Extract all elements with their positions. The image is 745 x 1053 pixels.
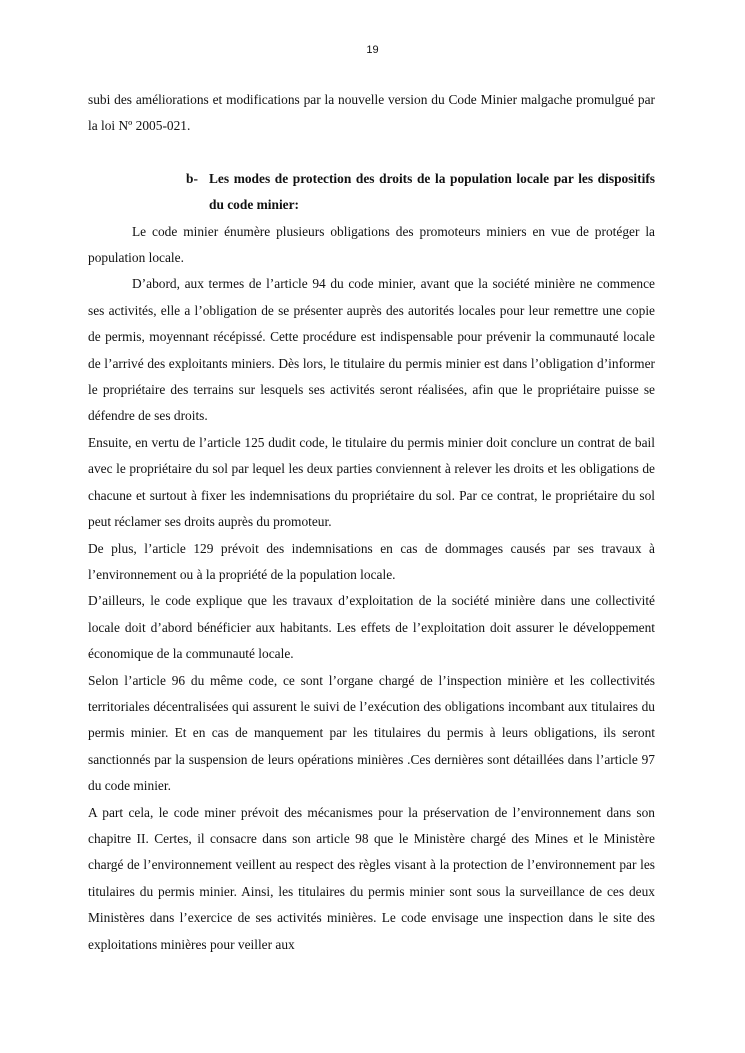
paragraph-local-benefit: D’ailleurs, le code explique que les travaux d’exploitation de la société minière dans une collectivité locale doit d’abord bénéficier aux habitants. Les effets de l’exploitation doit assurer le développement économique de la communauté locale. bbox=[88, 593, 655, 662]
paragraph-environment: A part cela, le code miner prévoit des mécanismes pour la préservation de l’environnement dans son chapitre II. Certes, il consacre dans son article 98 que le Ministère chargé des Mines et le Ministère chargé de l’environnement veillent au respect des règles visant à la protection de l’environnement par les titulaires du permis minier. Ainsi, les titulaires du permis minier sont sous la surveillance de ces deux Ministères dans l’exercice de ses activités minières. Le code envisage une inspection dans le site des exploitations minières pour veiller aux bbox=[88, 804, 655, 952]
paragraph-intro: Le code minier énumère plusieurs obligations des promoteurs miniers en vue de protéger la population locale. bbox=[88, 223, 655, 266]
paragraph-article-125: Ensuite, en vertu de l’article 125 dudit code, le titulaire du permis minier doit conclure un contrat de bail avec le propriétaire du sol par lequel les deux parties conviennent à relever les droits et les obligations de chacune et surtout à fixer les indemnisations du propriétaire du sol. Par ce contrat, le propriétaire du sol peut réclamer ses droits auprès du promoteur. bbox=[88, 434, 655, 530]
section-heading-text: Les modes de protection des droits de la population locale par les dispositifs du code minier: bbox=[209, 170, 655, 213]
paragraph-continuation: subi des améliorations et modifications par la nouvelle version du Code Minier malgache promulgué par la loi Nº 2005-021. bbox=[88, 92, 655, 134]
paragraph-article-94: D’abord, aux termes de l’article 94 du code minier, avant que la société minière ne commence ses activités, elle a l’obligation de se présenter auprès des autorités locales pour leur remettre une copie de permis, moyennant récépissé. Cette procédure est indispensable pour prévenir la communauté locale de l’arrivé des exploitants miniers. Dès lors, le titulaire du permis minier est dans l’obligation d’informer le propriétaire des terrains sur lesquels ses activités seront réalisées, afin que le propriétaire puisse se défendre de ses droits. bbox=[88, 276, 655, 424]
document-body bbox=[88, 87, 655, 958]
paragraph-article-129: De plus, l’article 129 prévoit des indemnisations en cas de dommages causés par ses travaux à l’environnement ou à la propriété de la population locale. bbox=[88, 540, 655, 582]
paragraph-article-96: Selon l’article 96 du même code, ce sont l’organe chargé de l’inspection minière et les collectivités territoriales décentralisées qui assurent le suivi de l’exécution des obligations incombant aux titulaires du permis minier. Et en cas de manquement par les titulaires du permis à leurs obligations, ils seront sanctionnés par la suspension de leurs opérations minières .Ces dernières sont détaillées dans l’article 97 du code minier. bbox=[88, 672, 655, 794]
page-number: 19 bbox=[366, 44, 379, 56]
section-heading-marker: b- bbox=[186, 170, 198, 186]
section-heading bbox=[88, 166, 655, 219]
